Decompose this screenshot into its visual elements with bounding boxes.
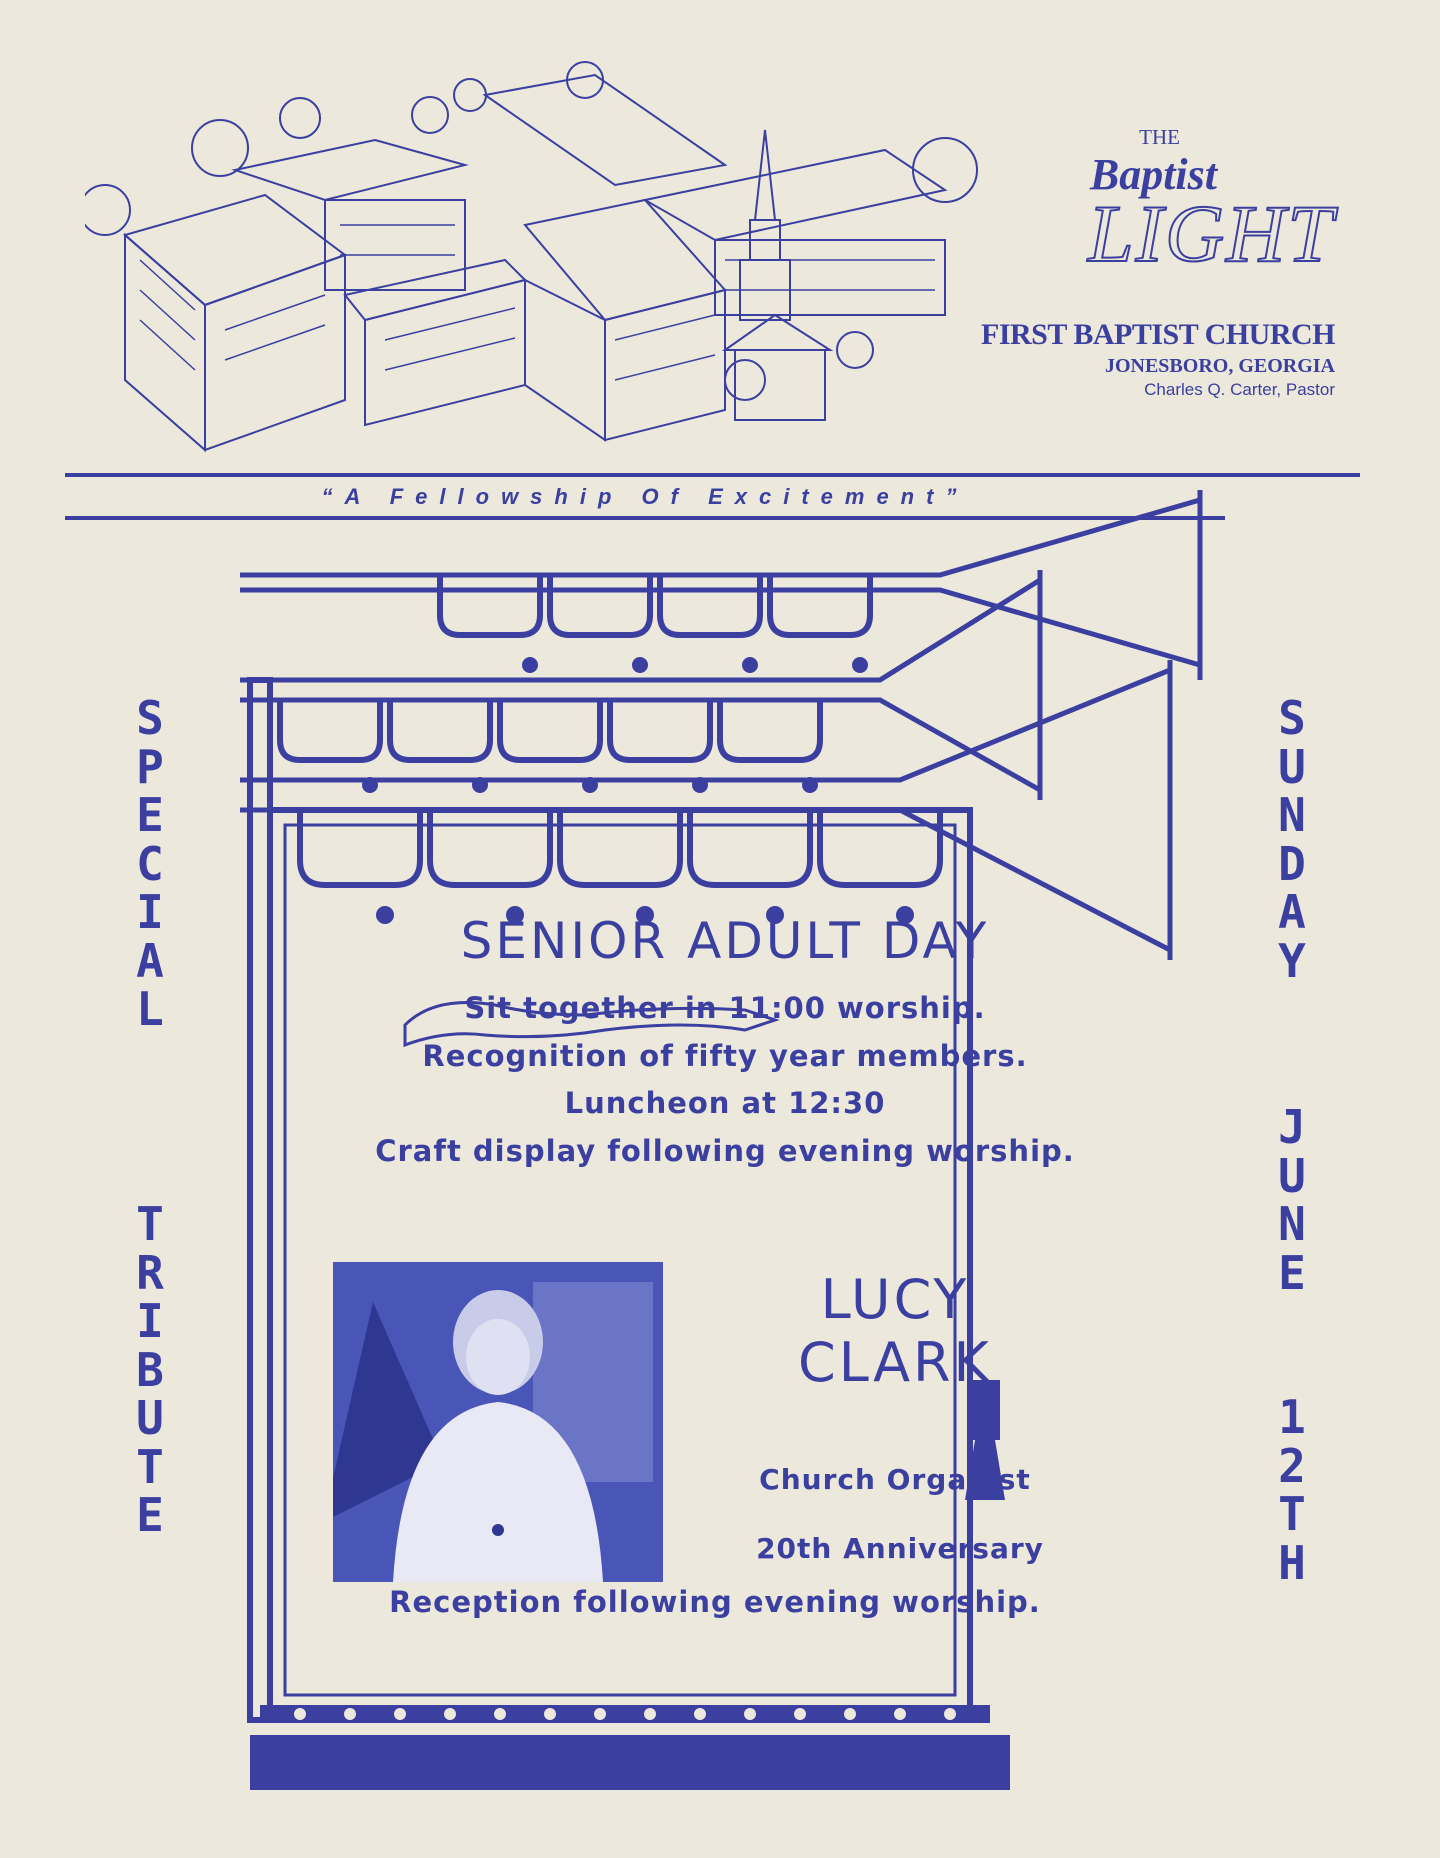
honoree-last-name: CLARK	[798, 1331, 992, 1394]
right-vertical-text	[1262, 691, 1322, 988]
masthead-light: LIGHT	[1088, 188, 1335, 279]
motto: “A Fellowship Of Excitement”	[321, 484, 969, 509]
event-headline: SENIOR ADULT DAY	[460, 912, 990, 970]
event-detail-line: Craft display following evening worship.	[375, 1133, 1075, 1168]
masthead-the: THE	[1139, 125, 1180, 149]
church-building-illustration	[85, 60, 995, 460]
honoree-name	[735, 1268, 1055, 1394]
church-location: JONESBORO, GEORGIA	[1104, 355, 1335, 377]
reception-note: Reception following evening worship.	[389, 1585, 1041, 1619]
right-vertical-text-3	[1262, 1390, 1322, 1590]
vertical-word-sunday: S U N D A Y	[1278, 691, 1306, 988]
vertical-word-special: S P E C I A L	[136, 691, 164, 1036]
honoree-role: Church Organist	[759, 1463, 1031, 1496]
event-detail-line: Sit together in 11:00 worship.	[464, 991, 986, 1025]
vertical-word-tribute: T R I B U T E	[136, 1197, 164, 1542]
right-vertical-text-2	[1262, 1100, 1322, 1300]
honoree-anniversary: 20th Anniversary	[756, 1532, 1044, 1565]
vertical-word-12th: 1 2 T H	[1278, 1390, 1306, 1590]
event-details	[310, 985, 1140, 1175]
event-detail-line: Recognition of fifty year members.	[422, 1038, 1028, 1073]
masthead-baptist: Baptist	[1089, 150, 1217, 199]
masthead-logo	[935, 125, 1335, 305]
vertical-word-june: J U N E	[1278, 1100, 1306, 1300]
left-vertical-text-2	[120, 1197, 180, 1542]
left-vertical-text	[120, 691, 180, 1036]
lucy-clark-photo	[333, 1262, 663, 1582]
church-pastor: Charles Q. Carter, Pastor	[1144, 380, 1335, 399]
church-name: FIRST BAPTIST CHURCH	[981, 318, 1335, 351]
honoree-first-name: LUCY	[820, 1268, 970, 1331]
event-detail-line: Luncheon at 12:30	[564, 1086, 886, 1120]
top-rule	[65, 473, 1360, 477]
